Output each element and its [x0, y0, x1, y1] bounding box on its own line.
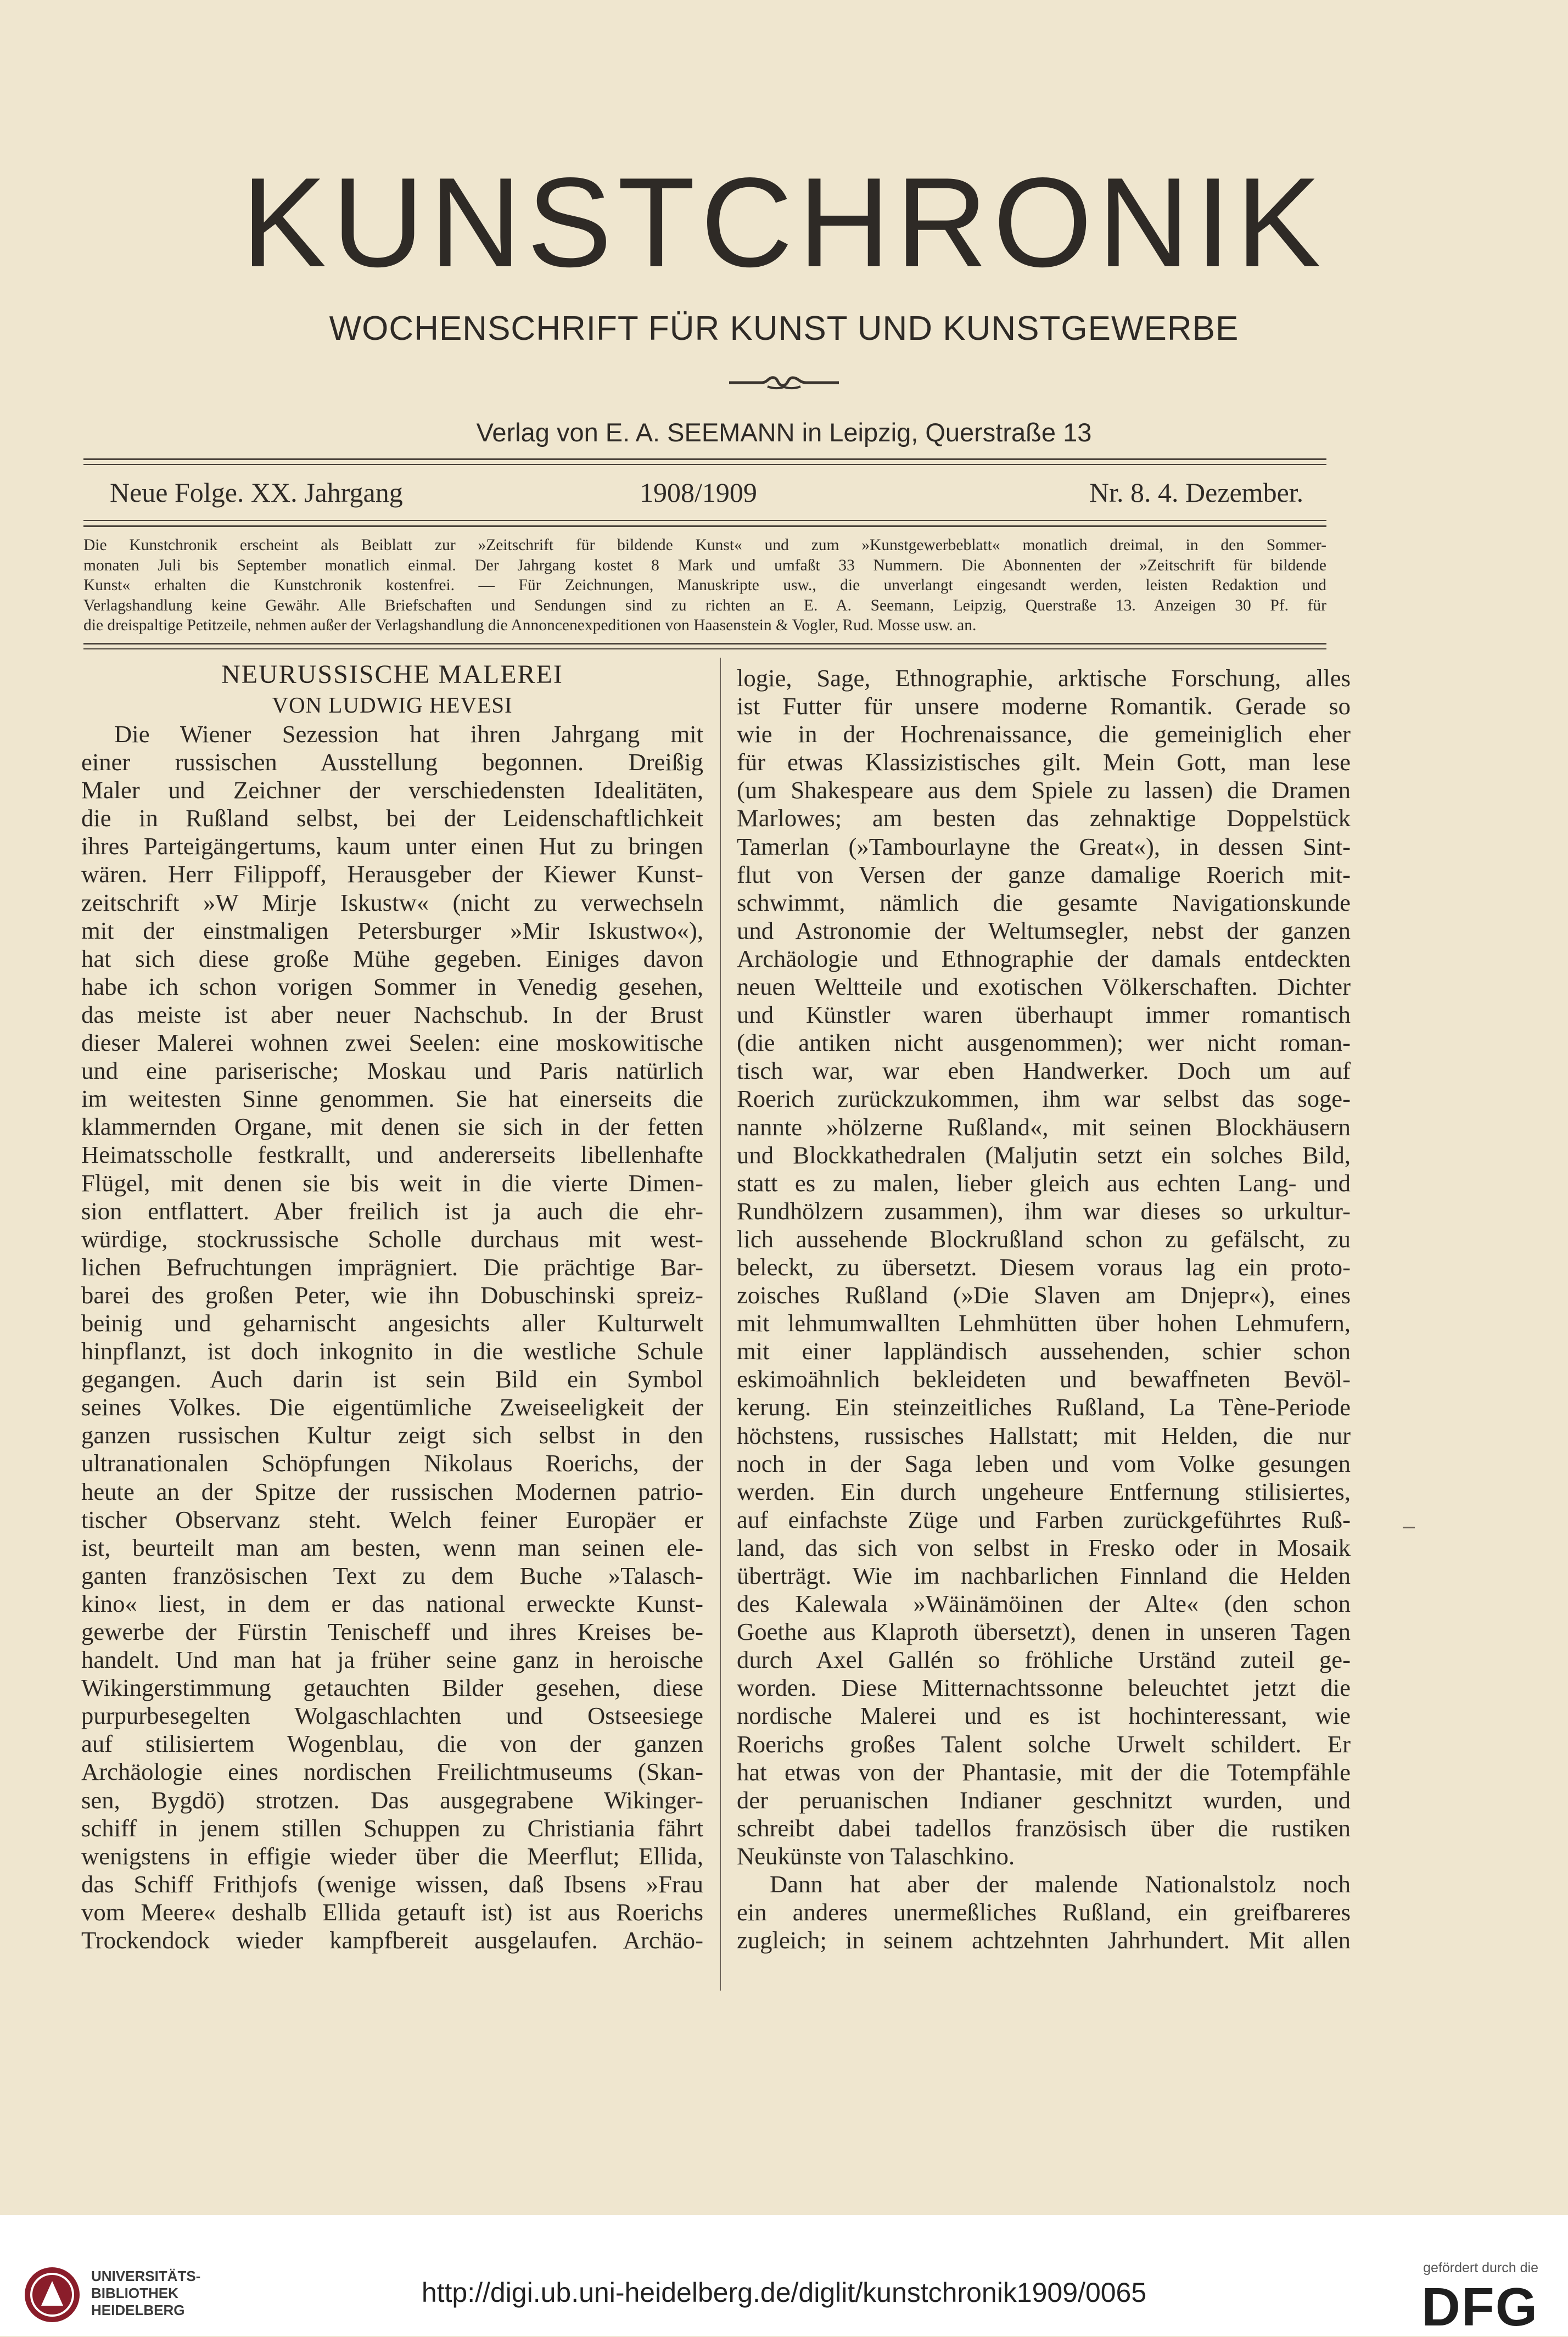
text-line: vom Meere« deshalb Ellida getauft ist) ist aus Roerichs — [81, 1898, 703, 1926]
text-line: wären. Herr Filippoff, Herausgeber der Kiewer Kunst- — [81, 860, 703, 888]
text-line: Heimatsscholle festkrallt, und andererseits libellenhafte — [81, 1141, 703, 1169]
text-line: Roerich zurückzukommen, ihm war selbst das soge- — [737, 1085, 1351, 1113]
text-line: zugleich; in seinem achtzehnten Jahrhundert. Mit allen — [737, 1926, 1351, 1954]
notice-line: monaten Juli bis September monatlich einmal. Der Jahrgang kostet 8 Mark und umfaßt 33 Nummern. Die Abonnenten der »Zeitschrift für bildende — [83, 556, 1326, 574]
notice-line: die dreispaltige Petitzeile, nehmen außer der Verlagshandlung die Annoncenexpeditionen von Haasenstein & Vogler, Rud. Mosse usw. an. — [83, 617, 977, 635]
subscription-notice — [83, 535, 1326, 636]
text-line: eskimoähnlich bekleideten und bewaffneten Bevöl- — [737, 1365, 1351, 1393]
rule-top-2 — [83, 464, 1326, 465]
text-line: würdige, stockrussische Scholle durchaus mit west- — [81, 1225, 703, 1253]
notice-line: Verlagshandlung keine Gewähr. Alle Briefschaften und Sendungen sind zu richten an E. A. Seemann, Leipzig, Querstraße 13. Anzeigen 30 Pf. für — [83, 596, 1326, 614]
text-line: ihres Parteigängertums, kaum unter einen Hut zu bringen — [81, 832, 703, 860]
text-line: Rundhölzern zusammen), ihm war dieses so urkultur- — [737, 1197, 1351, 1225]
text-line: die in Rußland selbst, bei der Leidenschaftlichkeit — [81, 804, 703, 832]
text-line: Tamerlan (»Tambourlayne the Great«), in dessen Sint- — [737, 832, 1351, 860]
text-line: auf stilisiertem Wogenblau, die von der ganzen — [81, 1730, 703, 1758]
text-line: auf einfachste Züge und Farben zurückgeführtes Ruß- — [737, 1505, 1351, 1533]
text-line: tisch war, war eben Handwerker. Doch um auf — [737, 1057, 1351, 1085]
text-line: ist, beurteilt man am besten, wenn man seinen ele- — [81, 1533, 703, 1561]
text-line: ist Futter für unsere moderne Romantik. Gerade so — [737, 692, 1351, 720]
text-line: Flügel, mit denen sie bis weit in die vierte Dimen- — [81, 1169, 703, 1197]
text-line: statt es zu malen, lieber gleich aus echten Lang- und — [737, 1169, 1351, 1197]
text-line: worden. Diese Mitternachtssonne beleuchtet jetzt die — [737, 1674, 1351, 1702]
text-line: und Blockkathedralen (Maljutin setzt ein solches Bild, — [737, 1141, 1351, 1169]
publisher-line: Verlag von E. A. SEEMANN in Leipzig, Querstraße 13 — [476, 418, 1092, 447]
text-line: des Kalewala »Wäinämöinen der Alte« (den schon — [737, 1590, 1351, 1618]
rule-bottom-1 — [83, 643, 1326, 645]
text-line: heute an der Spitze der russischen Modernen patrio- — [81, 1477, 703, 1505]
text-line: beleckt, zu übersetzt. Diesem voraus lag ein proto- — [737, 1253, 1351, 1281]
text-line: das Schiff Frithjofs (wenige wissen, daß Ibsens »Frau — [81, 1870, 703, 1898]
margin-mark — [1403, 1527, 1415, 1528]
rule-mid-1 — [83, 520, 1326, 521]
text-line: gewerbe der Fürstin Tenischeff und ihres Kreises be- — [81, 1618, 703, 1645]
text-line: lichen Befruchtungen imprägniert. Die prächtige Bar- — [81, 1253, 703, 1281]
text-line: werden. Ein durch ungeheure Entfernung stilisiertes, — [737, 1477, 1351, 1505]
text-line: logie, Sage, Ethnographie, arktische Forschung, alles — [737, 664, 1351, 692]
text-line: habe ich schon vorigen Sommer in Venedig gesehen, — [81, 972, 703, 1000]
text-line: Goethe aus Klaproth übersetzt), denen in unseren Tagen — [737, 1618, 1351, 1646]
text-line: und Astronomie der Weltumsegler, nebst der ganzen — [737, 916, 1351, 944]
library-line: UNIVERSITÄTS- — [91, 2268, 201, 2284]
text-line: überträgt. Wie im nachbarlichen Finnland die Helden — [737, 1562, 1351, 1589]
text-line: Archäologie eines nordischen Freilichtmuseums (Skan- — [81, 1758, 703, 1786]
text-line: mit lehmumwallten Lehmhütten über hohen Lehmufern, — [737, 1309, 1351, 1337]
text-line: klammernden Organe, mit denen sie sich in der fetten — [81, 1113, 703, 1141]
funding-label: gefördert durch die — [1423, 2260, 1538, 2276]
text-line: durch Axel Gallén so fröhliche Urständ zuteil ge- — [737, 1646, 1351, 1674]
text-line: nordische Malerei und es ist hochinteressant, wie — [737, 1702, 1351, 1730]
article-byline: VON LUDWIG HEVESI — [272, 692, 513, 718]
text-line: schiff in jenem stillen Schuppen zu Christiania fährt — [81, 1814, 703, 1842]
dfg-logo: DFG — [1421, 2277, 1538, 2337]
text-line: schreibt dabei tadellos französisch über die rustiken — [737, 1814, 1351, 1842]
text-line: Roerichs großes Talent solche Urwelt schildert. Er — [737, 1730, 1351, 1758]
rule-mid-2 — [83, 525, 1326, 527]
issue-years: 1908/1909 — [640, 477, 757, 508]
text-line: sen, Bygdö) strotzen. Das ausgegrabene Wikinger- — [81, 1786, 703, 1814]
text-line: das meiste ist aber neuer Nachschub. In der Brust — [81, 1000, 703, 1028]
article-title: NEURUSSISCHE MALEREI — [221, 660, 563, 689]
digitization-footer — [0, 2215, 1568, 2336]
text-line: und eine pariserische; Moskau und Paris natürlich — [81, 1057, 703, 1085]
text-line: der peruanischen Indianer geschnitzt wurden, und — [737, 1786, 1351, 1814]
text-line: lich aussehende Blockrußland schon zu gefälscht, zu — [737, 1225, 1351, 1253]
text-line: mit einer lappländisch aussehenden, schier schon — [737, 1337, 1351, 1365]
library-line: HEIDELBERG — [91, 2302, 185, 2318]
journal-title: KUNSTCHRONIK — [241, 152, 1327, 294]
text-line: nannte »hölzerne Rußland«, mit seinen Blockhäusern — [737, 1113, 1351, 1141]
notice-line: Die Kunstchronik erscheint als Beiblatt zur »Zeitschrift für bildende Kunst« und zum »Kunstgewerbeblatt« monatlich dreimal, in den Sommer- — [83, 536, 1326, 554]
text-line: purpurbesegelten Wolgaschlachten und Ostseesiege — [81, 1702, 703, 1730]
article-column-right — [737, 664, 1351, 1954]
text-line: barei des großen Peter, wie ihn Dobuschinski spreiz- — [81, 1281, 703, 1309]
text-line: tischer Observanz steht. Welch feiner Europäer er — [81, 1505, 703, 1533]
text-line: beinig und geharnischt angesichts aller Kulturwelt — [81, 1309, 703, 1337]
text-line: ein anderes unermeßliches Rußland, ein greifbareres — [737, 1898, 1351, 1926]
issue-line — [110, 477, 1329, 515]
page-url-link[interactable]: http://digi.ub.uni-heidelberg.de/diglit/kunstchronik1909/0065 — [421, 2277, 1147, 2308]
text-line: Die Wiener Sezession hat ihren Jahrgang mit — [114, 720, 703, 748]
text-line: ganten französischen Text zu dem Buche »Talasch- — [81, 1561, 703, 1589]
text-line: hinpflanzt, ist doch inkognito in die westliche Schule — [81, 1337, 703, 1365]
text-line: Neukünste von Talaschkino. — [737, 1842, 1015, 1870]
text-line: Dann hat aber der malende Nationalstolz noch — [770, 1870, 1351, 1898]
text-line: ganzen russischen Kultur zeigt sich selbst in den — [81, 1421, 703, 1449]
ornament-icon — [729, 373, 839, 390]
text-line: neuen Weltteile und exotischen Völkerschaften. Dichter — [737, 973, 1351, 1001]
text-line: (die antiken nicht ausgenommen); wer nicht roman- — [737, 1029, 1351, 1057]
text-line: mit der einstmaligen Petersburger »Mir Iskustwo«), — [81, 916, 703, 944]
text-line: Maler und Zeichner der verschiedensten Idealitäten, — [81, 776, 703, 804]
text-line: wenigstens in effigie wieder über die Meerflut; Ellida, — [81, 1842, 703, 1870]
text-line: land, das sich von selbst in Fresko oder in Mosaik — [737, 1533, 1351, 1561]
issue-series: Neue Folge. XX. Jahrgang — [110, 477, 403, 508]
text-line: kino« liest, in dem er das national erweckte Kunst- — [81, 1589, 703, 1617]
text-line: Trockendock wieder kampfbereit ausgelaufen. Archäo- — [81, 1926, 703, 1954]
issue-number-date: Nr. 8. 4. Dezember. — [1089, 477, 1304, 508]
column-divider — [720, 658, 721, 1991]
text-line: und Künstler waren überhaupt immer romantisch — [737, 1001, 1351, 1029]
text-line: einer russischen Ausstellung begonnen. Dreißig — [81, 748, 703, 776]
text-line: sion entflattert. Aber freilich ist ja auch die ehr- — [81, 1197, 703, 1225]
text-line: gegangen. Auch darin ist sein Bild ein Symbol — [81, 1365, 703, 1393]
text-line: seines Volkes. Die eigentümliche Zweiseeligkeit der — [81, 1393, 703, 1421]
text-line: Archäologie und Ethnographie der damals entdeckten — [737, 944, 1351, 972]
text-line: zeitschrift »W Mirje Iskustw« (nicht zu verwechseln — [81, 888, 703, 916]
notice-line: Kunst« erhalten die Kunstchronik kostenfrei. — Für Zeichnungen, Manuskripte usw., die unverlangt eingesandt werden, leisten Redaktion und — [83, 576, 1326, 595]
library-line: BIBLIOTHEK — [91, 2285, 178, 2301]
text-line: handelt. Und man hat ja früher seine ganz in heroische — [81, 1646, 703, 1674]
text-line: höchstens, russisches Hallstatt; mit Helden, die nur — [737, 1421, 1351, 1449]
text-line: hat sich diese große Mühe gegeben. Einiges davon — [81, 944, 703, 972]
journal-subtitle: WOCHENSCHRIFT FÜR KUNST UND KUNSTGEWERBE — [329, 310, 1239, 348]
text-line: ultranationalen Schöpfungen Nikolaus Roerichs, der — [81, 1449, 703, 1477]
text-line: kerung. Ein steinzeitliches Rußland, La Tène-Periode — [737, 1393, 1351, 1421]
text-line: flut von Versen der ganze damalige Roerich mit- — [737, 860, 1351, 888]
text-line: im weitesten Sinne genommen. Sie hat einerseits die — [81, 1085, 703, 1113]
text-line: dieser Malerei wohnen zwei Seelen: eine moskowitische — [81, 1029, 703, 1057]
text-line: zoisches Rußland (»Die Slaven am Dnjepr«), eines — [737, 1281, 1351, 1309]
text-line: hat etwas von der Phantasie, mit der die Totempfähle — [737, 1758, 1351, 1786]
text-line: wie in der Hochrenaissance, die gemeiniglich eher — [737, 720, 1351, 748]
rule-top-1 — [83, 458, 1326, 460]
rule-bottom-2 — [83, 648, 1326, 649]
text-line: noch in der Saga leben und vom Volke gesungen — [737, 1449, 1351, 1477]
text-line: schwimmt, nämlich die gesamte Navigationskunde — [737, 888, 1351, 916]
text-line: Marlowes; am besten das zehnaktige Doppelstück — [737, 804, 1351, 832]
text-line: für etwas Klassizistisches gilt. Mein Gott, man lese — [737, 748, 1351, 776]
article-column-left — [81, 720, 703, 1954]
text-line: Wikingerstimmung getauchten Bilder gesehen, diese — [81, 1674, 703, 1702]
text-line: (um Shakespeare aus dem Spiele zu lassen) die Dramen — [737, 776, 1351, 804]
